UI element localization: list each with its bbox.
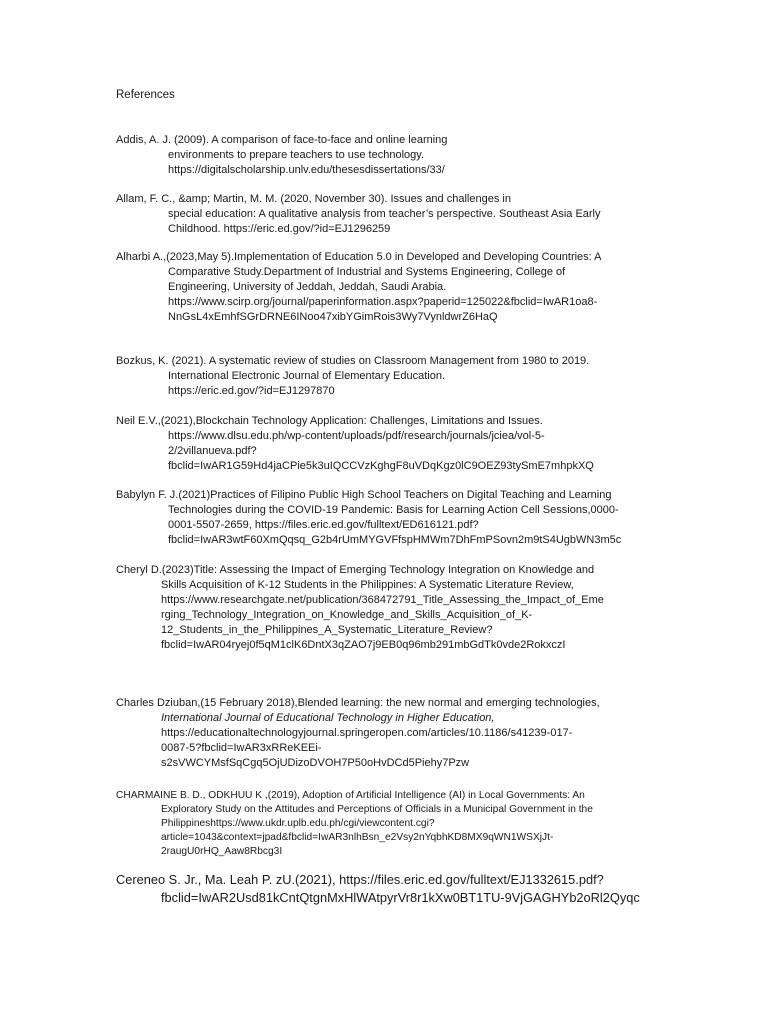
reference-link[interactable]: https://www.dlsu.edu.ph/wp-content/uploads/pdf/research/journals/jciea/vol-5- (168, 430, 545, 442)
reference-link[interactable]: article=1043&context=jpad&fbclid=IwAR3nlhBsn_e2Vsy2nYqbhKD8MX9qWN1WSXjJt- (161, 832, 554, 843)
reference-link[interactable]: https://educationaltechnologyjournal.springeropen.com/articles/10.1186/s41239-017- (161, 727, 573, 739)
reference-line: environments to prepare teachers to use technology. (168, 149, 425, 161)
reference-line: Allam, F. C., &amp; Martin, M. M. (2020, November 30). Issues and challenges in (116, 193, 511, 205)
reference-link[interactable]: https://www.scirp.org/journal/paperinformation.aspx?paperid=125022&fbclid=IwAR1oa8- (168, 296, 598, 308)
reference-link[interactable]: NnGsL4xEmhfSGrDRNE6INoo47xibYGimRois3Wy7VynldwrZ6HaQ (168, 311, 498, 323)
reference-line: Bozkus, K. (2021). A systematic review of studies on Classroom Management from 1980 to 2019. (116, 355, 590, 367)
reference-link[interactable]: 0087-5?fbclid=IwAR3xRReKEEi- (161, 742, 322, 754)
reference-link[interactable]: fbclid=IwAR1G59Hd4jaCPie5k3uIQCCVzKghgF8uVDqKgz0lC9OEZ93tySmE7mhpkXQ (168, 460, 594, 472)
reference-entry (116, 696, 600, 771)
reference-entry (116, 871, 640, 907)
reference-line: Engineering, University of Jeddah, Jeddah, Saudi Arabia. (168, 281, 447, 293)
reference-link[interactable]: 2/2villanueva.pdf? (168, 445, 257, 457)
reference-line: Technologies during the COVID-19 Pandemic: Basis for Learning Action Cell Sessions,0000- (168, 504, 619, 516)
reference-line: Charles Dziuban,(15 February 2018),Blended learning: the new normal and emerging technologies, (116, 697, 600, 709)
reference-entry (116, 192, 601, 237)
reference-entry (116, 414, 594, 474)
references-heading: References (116, 89, 175, 101)
reference-entry (116, 789, 593, 859)
reference-entry (116, 563, 604, 653)
reference-link[interactable]: fbclid=IwAR2Usd81kCntQtgnMxHlWAtpyrVr8r1kXw0BT1TU-9VjGAGHYb2oRl2Qyqc (161, 890, 640, 905)
reference-line: Exploratory Study on the Attitudes and Perceptions of Officials in a Municipal Government in the (161, 804, 593, 815)
reference-link[interactable]: 0001-5507-2659, https://files.eric.ed.gov/fulltext/ED616121.pdf? (168, 519, 479, 531)
reference-link[interactable]: https://eric.ed.gov/?id=EJ1297870 (168, 385, 335, 397)
reference-line: Cheryl D.(2023)Title: Assessing the Impact of Emerging Technology Integration on Knowledge and (116, 564, 595, 576)
reference-link[interactable]: https://digitalscholarship.unlv.edu/thesesdissertations/33/ (168, 164, 445, 176)
reference-entry (116, 354, 589, 399)
reference-entry (116, 488, 621, 548)
reference-line: Babylyn F. J.(2021)Practices of Filipino Public High School Teachers on Digital Teaching and Learning (116, 489, 612, 501)
reference-line: CHARMAINE B. D., ODKHUU K ,(2019), Adoption of Artificial Intelligence (AI) in Local Governments: An (116, 790, 585, 801)
reference-line: Addis, A. J. (2009). A comparison of face-to-face and online learning (116, 134, 448, 146)
reference-link[interactable]: rging_Technology_Integration_on_Knowledge_and_Skills_Acquisition_of_K- (161, 609, 533, 621)
reference-line: Neil E.V.,(2021),Blockchain Technology Application: Challenges, Limitations and Issues. (116, 415, 543, 427)
reference-line: International Electronic Journal of Elementary Education. (168, 370, 445, 382)
reference-line: Skills Acquisition of K-12 Students in the Philippines: A Systematic Literature Review, (161, 579, 574, 591)
reference-entry (116, 133, 447, 178)
reference-link[interactable]: fbclid=IwAR3wtF60XmQqsq_G2b4rUmMYGVFfspHMWm7DhFmPSovn2m9tS4UgbWN3m5c (168, 534, 622, 546)
reference-line: Cereneo S. Jr., Ma. Leah P. zU.(2021), https://files.eric.ed.gov/fulltext/EJ1332615.pdf? (116, 872, 604, 887)
reference-line: special education: A qualitative analysis from teacher’s perspective. Southeast Asia Early (168, 208, 601, 220)
reference-line: Childhood. https://eric.ed.gov/?id=EJ1296259 (168, 223, 391, 235)
reference-link[interactable]: Philippineshttps://www.ukdr.uplb.edu.ph/cgi/viewcontent.cgi? (161, 818, 435, 829)
reference-entry (116, 250, 602, 325)
reference-line: Alharbi A.,(2023,May 5).Implementation of Education 5.0 in Developed and Developing Countries: A (116, 251, 602, 263)
reference-line: Comparative Study.Department of Industrial and Systems Engineering, College of (168, 266, 566, 278)
reference-link[interactable]: s2sVWCYMsfSqCgq5OjUDizoDVOH7P50oHvDCd5Piehy7Pzw (161, 757, 470, 769)
reference-link[interactable]: fbclid=IwAR04ryej0f5qM1clK6DntX3qZAO7j9EB0q96mb291mbGdTk0vde2RokxczI (161, 639, 566, 651)
reference-link[interactable]: 2raugU0rHQ_Aaw8Rbcg3I (161, 846, 283, 857)
reference-link[interactable]: https://www.researchgate.net/publication/368472791_Title_Assessing_the_Impact_of_Eme (161, 594, 604, 606)
reference-link[interactable]: 12_Students_in_the_Philippines_A_Systematic_Literature_Review? (161, 624, 493, 636)
journal-title: International Journal of Educational Technology in Higher Education, (161, 712, 495, 724)
